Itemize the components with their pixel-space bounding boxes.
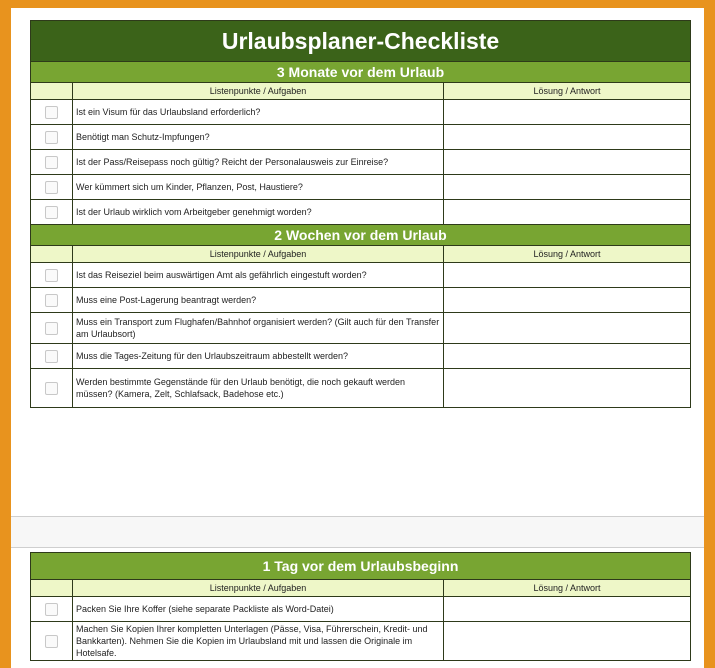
checkbox[interactable] [45, 635, 58, 648]
document-frame [11, 8, 704, 668]
header-checkbox-cell [31, 246, 73, 263]
checkbox[interactable] [45, 206, 58, 219]
answer-cell[interactable] [444, 622, 691, 661]
answer-cell[interactable] [444, 200, 691, 225]
task-text: Ist der Pass/Reisepass noch gültig? Reicht der Personalausweis zur Einreise? [73, 150, 444, 175]
section-heading-1-day: 1 Tag vor dem Urlaubsbeginn [31, 553, 691, 580]
checkbox[interactable] [45, 131, 58, 144]
task-text: Muss ein Transport zum Flughafen/Bahnhof organisiert werden? (Gilt auch für den Transfer am Urlaubsort) [73, 313, 444, 344]
page-title: Urlaubsplaner-Checkliste [31, 21, 691, 62]
task-text: Packen Sie Ihre Koffer (siehe separate Packliste als Word-Datei) [73, 597, 444, 622]
checkbox[interactable] [45, 294, 58, 307]
task-text: Ist der Urlaub wirklich vom Arbeitgeber genehmigt worden? [73, 200, 444, 225]
checkbox[interactable] [45, 382, 58, 395]
checkbox[interactable] [45, 156, 58, 169]
answer-cell[interactable] [444, 263, 691, 288]
answer-cell[interactable] [444, 313, 691, 344]
checkbox[interactable] [45, 350, 58, 363]
header-tasks: Listenpunkte / Aufgaben [73, 83, 444, 100]
checkbox[interactable] [45, 106, 58, 119]
header-answer: Lösung / Antwort [444, 580, 691, 597]
header-answer: Lösung / Antwort [444, 246, 691, 263]
answer-cell[interactable] [444, 597, 691, 622]
header-checkbox-cell [31, 83, 73, 100]
section-heading-2-weeks: 2 Wochen vor dem Urlaub [31, 225, 691, 246]
checkbox[interactable] [45, 181, 58, 194]
task-text: Muss eine Post-Lagerung beantragt werden? [73, 288, 444, 313]
header-answer: Lösung / Antwort [444, 83, 691, 100]
answer-cell[interactable] [444, 125, 691, 150]
page-break [11, 516, 704, 548]
answer-cell[interactable] [444, 100, 691, 125]
header-tasks: Listenpunkte / Aufgaben [73, 580, 444, 597]
checklist-table-2 [30, 552, 691, 661]
answer-cell[interactable] [444, 344, 691, 369]
answer-cell[interactable] [444, 369, 691, 408]
page-2 [11, 548, 704, 668]
task-text: Werden bestimmte Gegenstände für den Urlaub benötigt, die noch gekauft werden müssen? (Kamera, Zelt, Schlafsack, Badehose etc.) [73, 369, 444, 408]
checkbox[interactable] [45, 603, 58, 616]
checkbox[interactable] [45, 322, 58, 335]
task-text: Wer kümmert sich um Kinder, Pflanzen, Post, Haustiere? [73, 175, 444, 200]
header-tasks: Listenpunkte / Aufgaben [73, 246, 444, 263]
answer-cell[interactable] [444, 175, 691, 200]
answer-cell[interactable] [444, 288, 691, 313]
answer-cell[interactable] [444, 150, 691, 175]
checkbox[interactable] [45, 269, 58, 282]
header-checkbox-cell [31, 580, 73, 597]
section-heading-3-months: 3 Monate vor dem Urlaub [31, 62, 691, 83]
page-1 [11, 8, 704, 516]
checklist-table-1 [30, 20, 691, 408]
task-text: Machen Sie Kopien Ihrer kompletten Unterlagen (Pässe, Visa, Führerschein, Kredit- und Bankkarten). Nehmen Sie die Kopien im Urlaubsland mit und lassen die Originale im Hotelsafe. [73, 622, 444, 661]
task-text: Ist das Reiseziel beim auswärtigen Amt als gefährlich eingestuft worden? [73, 263, 444, 288]
task-text: Muss die Tages-Zeitung für den Urlaubszeitraum abbestellt werden? [73, 344, 444, 369]
task-text: Ist ein Visum für das Urlaubsland erforderlich? [73, 100, 444, 125]
task-text: Benötigt man Schutz-Impfungen? [73, 125, 444, 150]
